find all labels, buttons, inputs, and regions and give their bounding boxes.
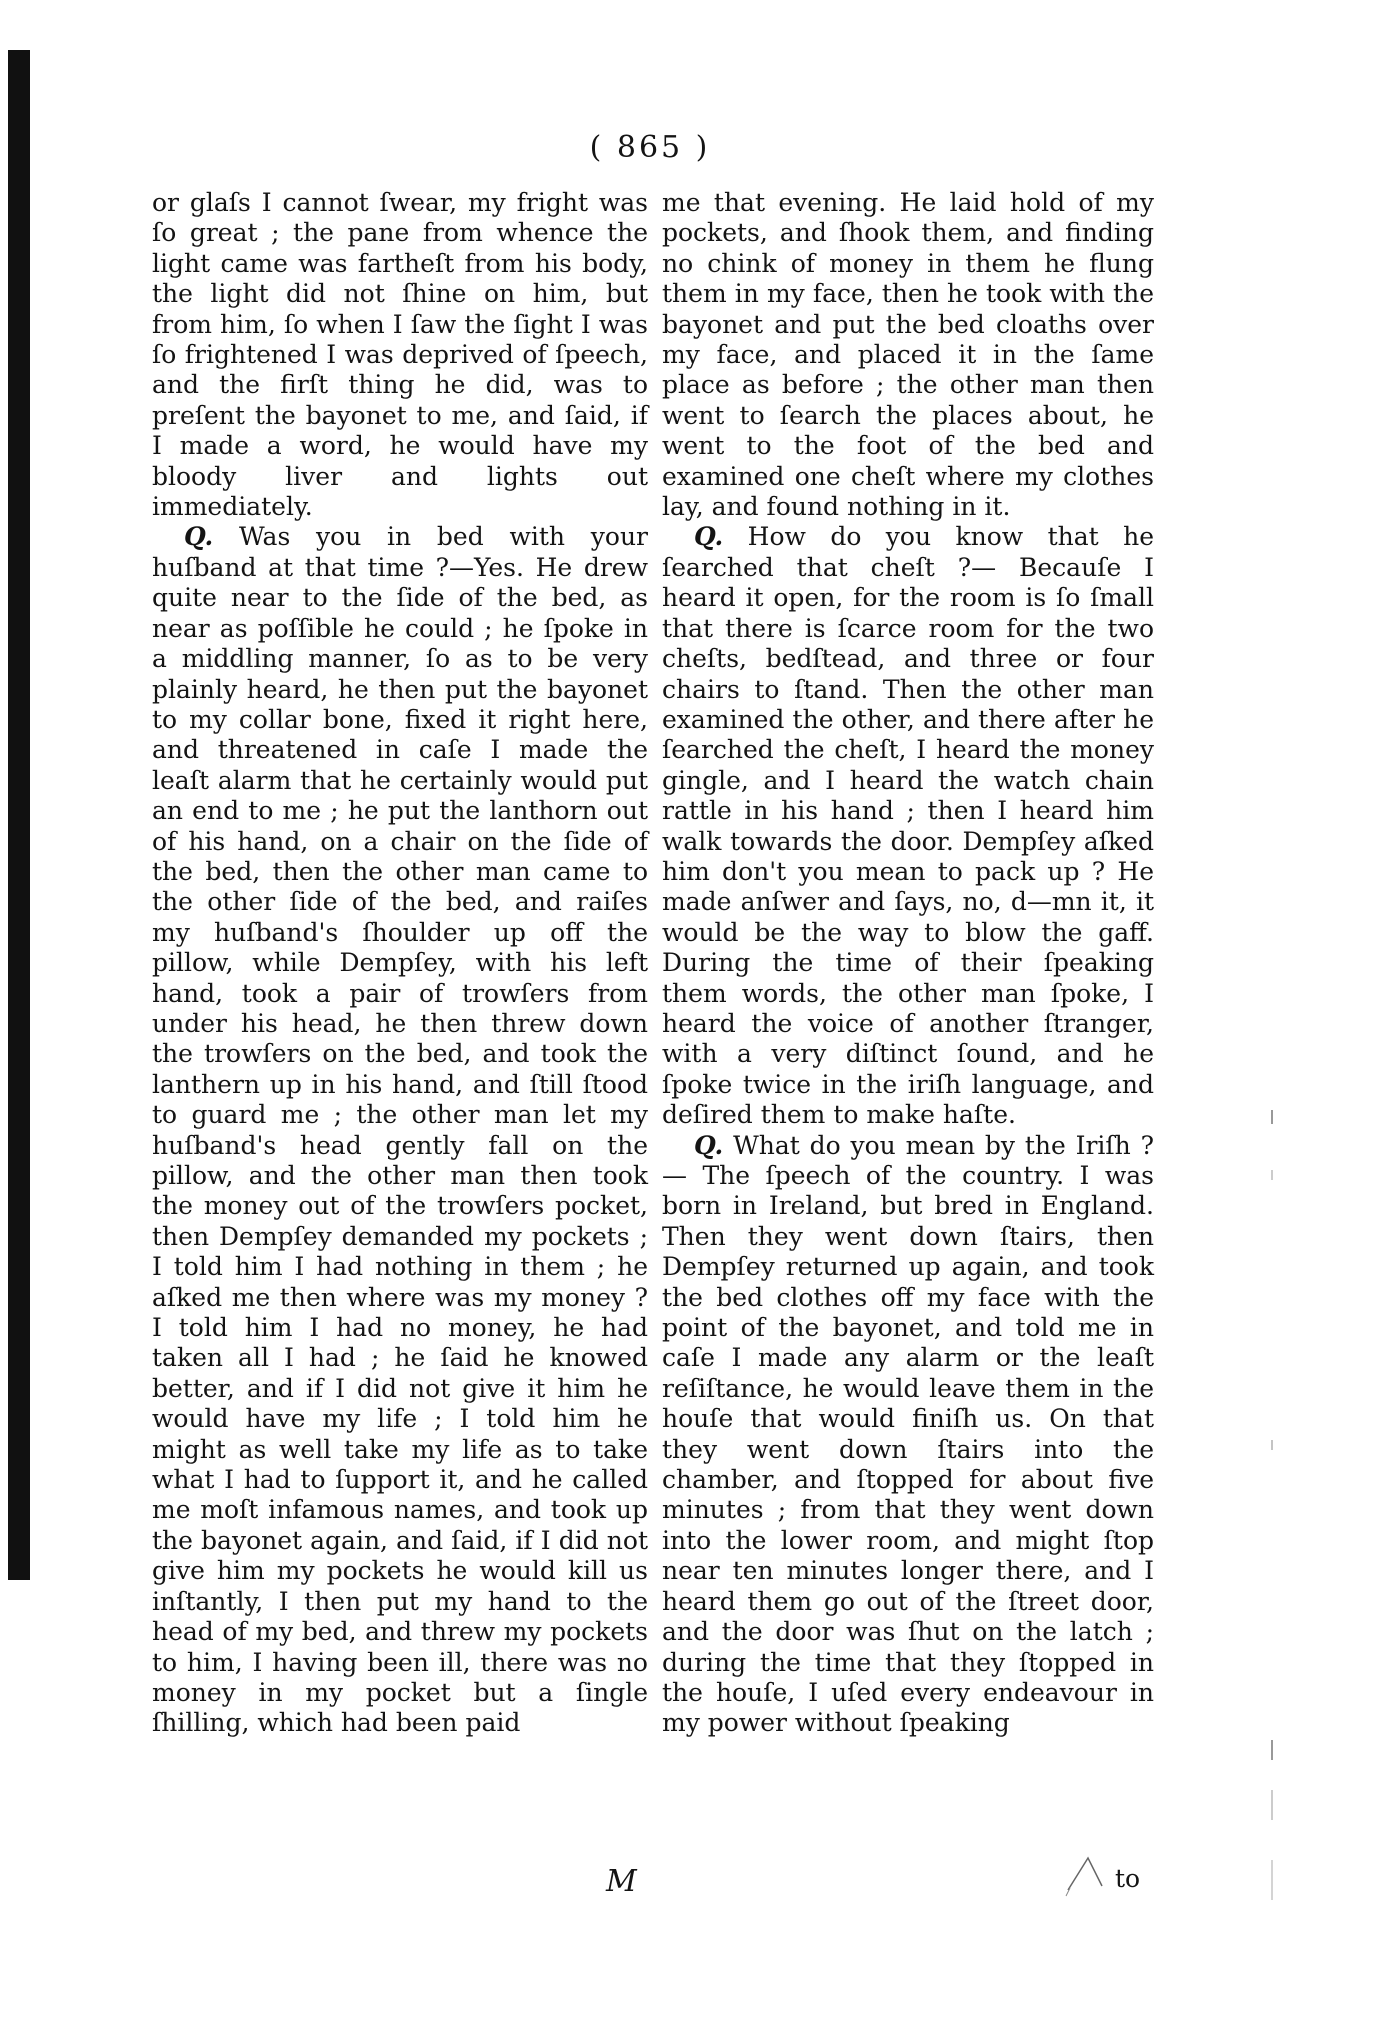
signature-mark: M xyxy=(606,1864,637,1899)
pencil-mark-icon xyxy=(1060,1840,1120,1900)
right-paragraph-continuation: me that evening. He laid hold of my pockets, and ſhook them, and finding no chink of money in them he flung them in my face, then he took with the bayonet and put the bed cloaths over my face, and placed it in the ſame place as before ; the other man then went to ſearch the places about, he went to the foot of the bed and examined one cheſt where my clothes lay, and found nothing in it. xyxy=(662,188,1154,522)
paragraph-text: How do you know that he ſearched that cheſt ?— Becauſe I heard it open, for the room is ſo ſmall that there is ſcarce room for the two cheſts, bedſtead, and three or four chairs to ſtand. Then the other man examined the other, and there after he ſearched the cheſt, I heard the money gingle, and I heard the watch chain rattle in his hand ; then I heard him walk towards the door. Dempſey aſked him don't you mean to pack up ? He made anſwer and ſays, no, d—mn it, it would be the way to blow the gaff. During the time of their ſpeaking them words, the other man ſpoke, I heard the voice of another ſtranger, with a very diſtinct ſound, and he ſpoke twice in the iriſh language, and deſired them to make haſte. xyxy=(662,522,1155,1130)
page-number: ( 865 ) xyxy=(589,130,711,165)
right-column xyxy=(662,188,1154,1739)
left-column xyxy=(152,188,648,1739)
right-paragraph-question-1 xyxy=(662,522,1154,1130)
question-mark-label: Q. xyxy=(184,522,214,552)
binding-shadow xyxy=(8,50,30,1580)
right-paragraph-question-2 xyxy=(662,1131,1154,1739)
left-paragraph-continuation: or glaſs I cannot ſwear, my fright was ſo great ; the pane from whence the light came was fartheſt from his body, the light did not ſhine on him, but from him, ſo when I ſaw the ſight I was ſo frightened I was deprived of ſpeech, and the firſt thing he did, was to preſent the bayonet to me, and ſaid, if I made a word, he would have my bloody liver and lights out immediately. xyxy=(152,188,648,522)
left-paragraph-question xyxy=(152,522,648,1738)
question-mark-label: Q. xyxy=(694,1130,724,1160)
margin-specks-icon xyxy=(1262,1100,1282,1920)
question-mark-label: Q. xyxy=(694,522,724,552)
catchword: to xyxy=(1115,1864,1141,1893)
paragraph-text: What do you mean by the Iriſh ?— The ſpeech of the country. I was born in Ireland, but bred in England. Then they went down ſtairs, then Dempſey returned up again, and took the bed clothes off my face with the point of the bayonet, and told me in caſe I made any alarm or the leaſt reſiſtance, he would leave them in the houſe that would finiſh us. On that they went down ſtairs into the chamber, and ſtopped for about five minutes ; from that they went down into the lower room, and might ſtop near ten minutes longer there, and I heard them go out of the ſtreet door, and the door was ſhut on the latch ; during the time that they ſtopped in the houſe, I uſed every endeavour in my power without ſpeaking xyxy=(662,1130,1154,1738)
paragraph-text: Was you in bed with your huſband at that time ?—Yes. He drew quite near to the ſide of the bed, as near as poſſible he could ; he ſpoke in a middling manner, ſo as to be very plainly heard, he then put the bayonet to my collar bone, fixed it right here, and threatened in caſe I made the leaſt alarm that he certainly would put an end to me ; he put the lanthorn out of his hand, on a chair on the ſide of the bed, then the other man came to the other ſide of the bed, and raiſes my huſband's ſhoulder up off the pillow, while Dempſey, with his left hand, took a pair of trowſers from under his head, he then threw down the trowſers on the bed, and took the lanthern up in his hand, and ſtill ſtood to guard me ; the other man let my huſband's head gently fall on the pillow, and the other man then took the money out of the trowſers pocket, then Dempſey demanded my pockets ; I told him I had nothing in them ; he aſked me then where was my money ? I told him I had no money, he had taken all I had ; he ſaid he knowed better, and if I did not give it him he would have my life ; I told him he might as well take my life as to take what I had to ſupport it, and he called me moſt infamous names, and took up the bayonet again, and ſaid, if I did not give him my pockets he would kill us inſtantly, I then put my hand to the head of my bed, and threw my pockets to him, I having been ill, there was no money in my pocket but a ſingle ſhilling, which had been paid xyxy=(152,522,648,1738)
